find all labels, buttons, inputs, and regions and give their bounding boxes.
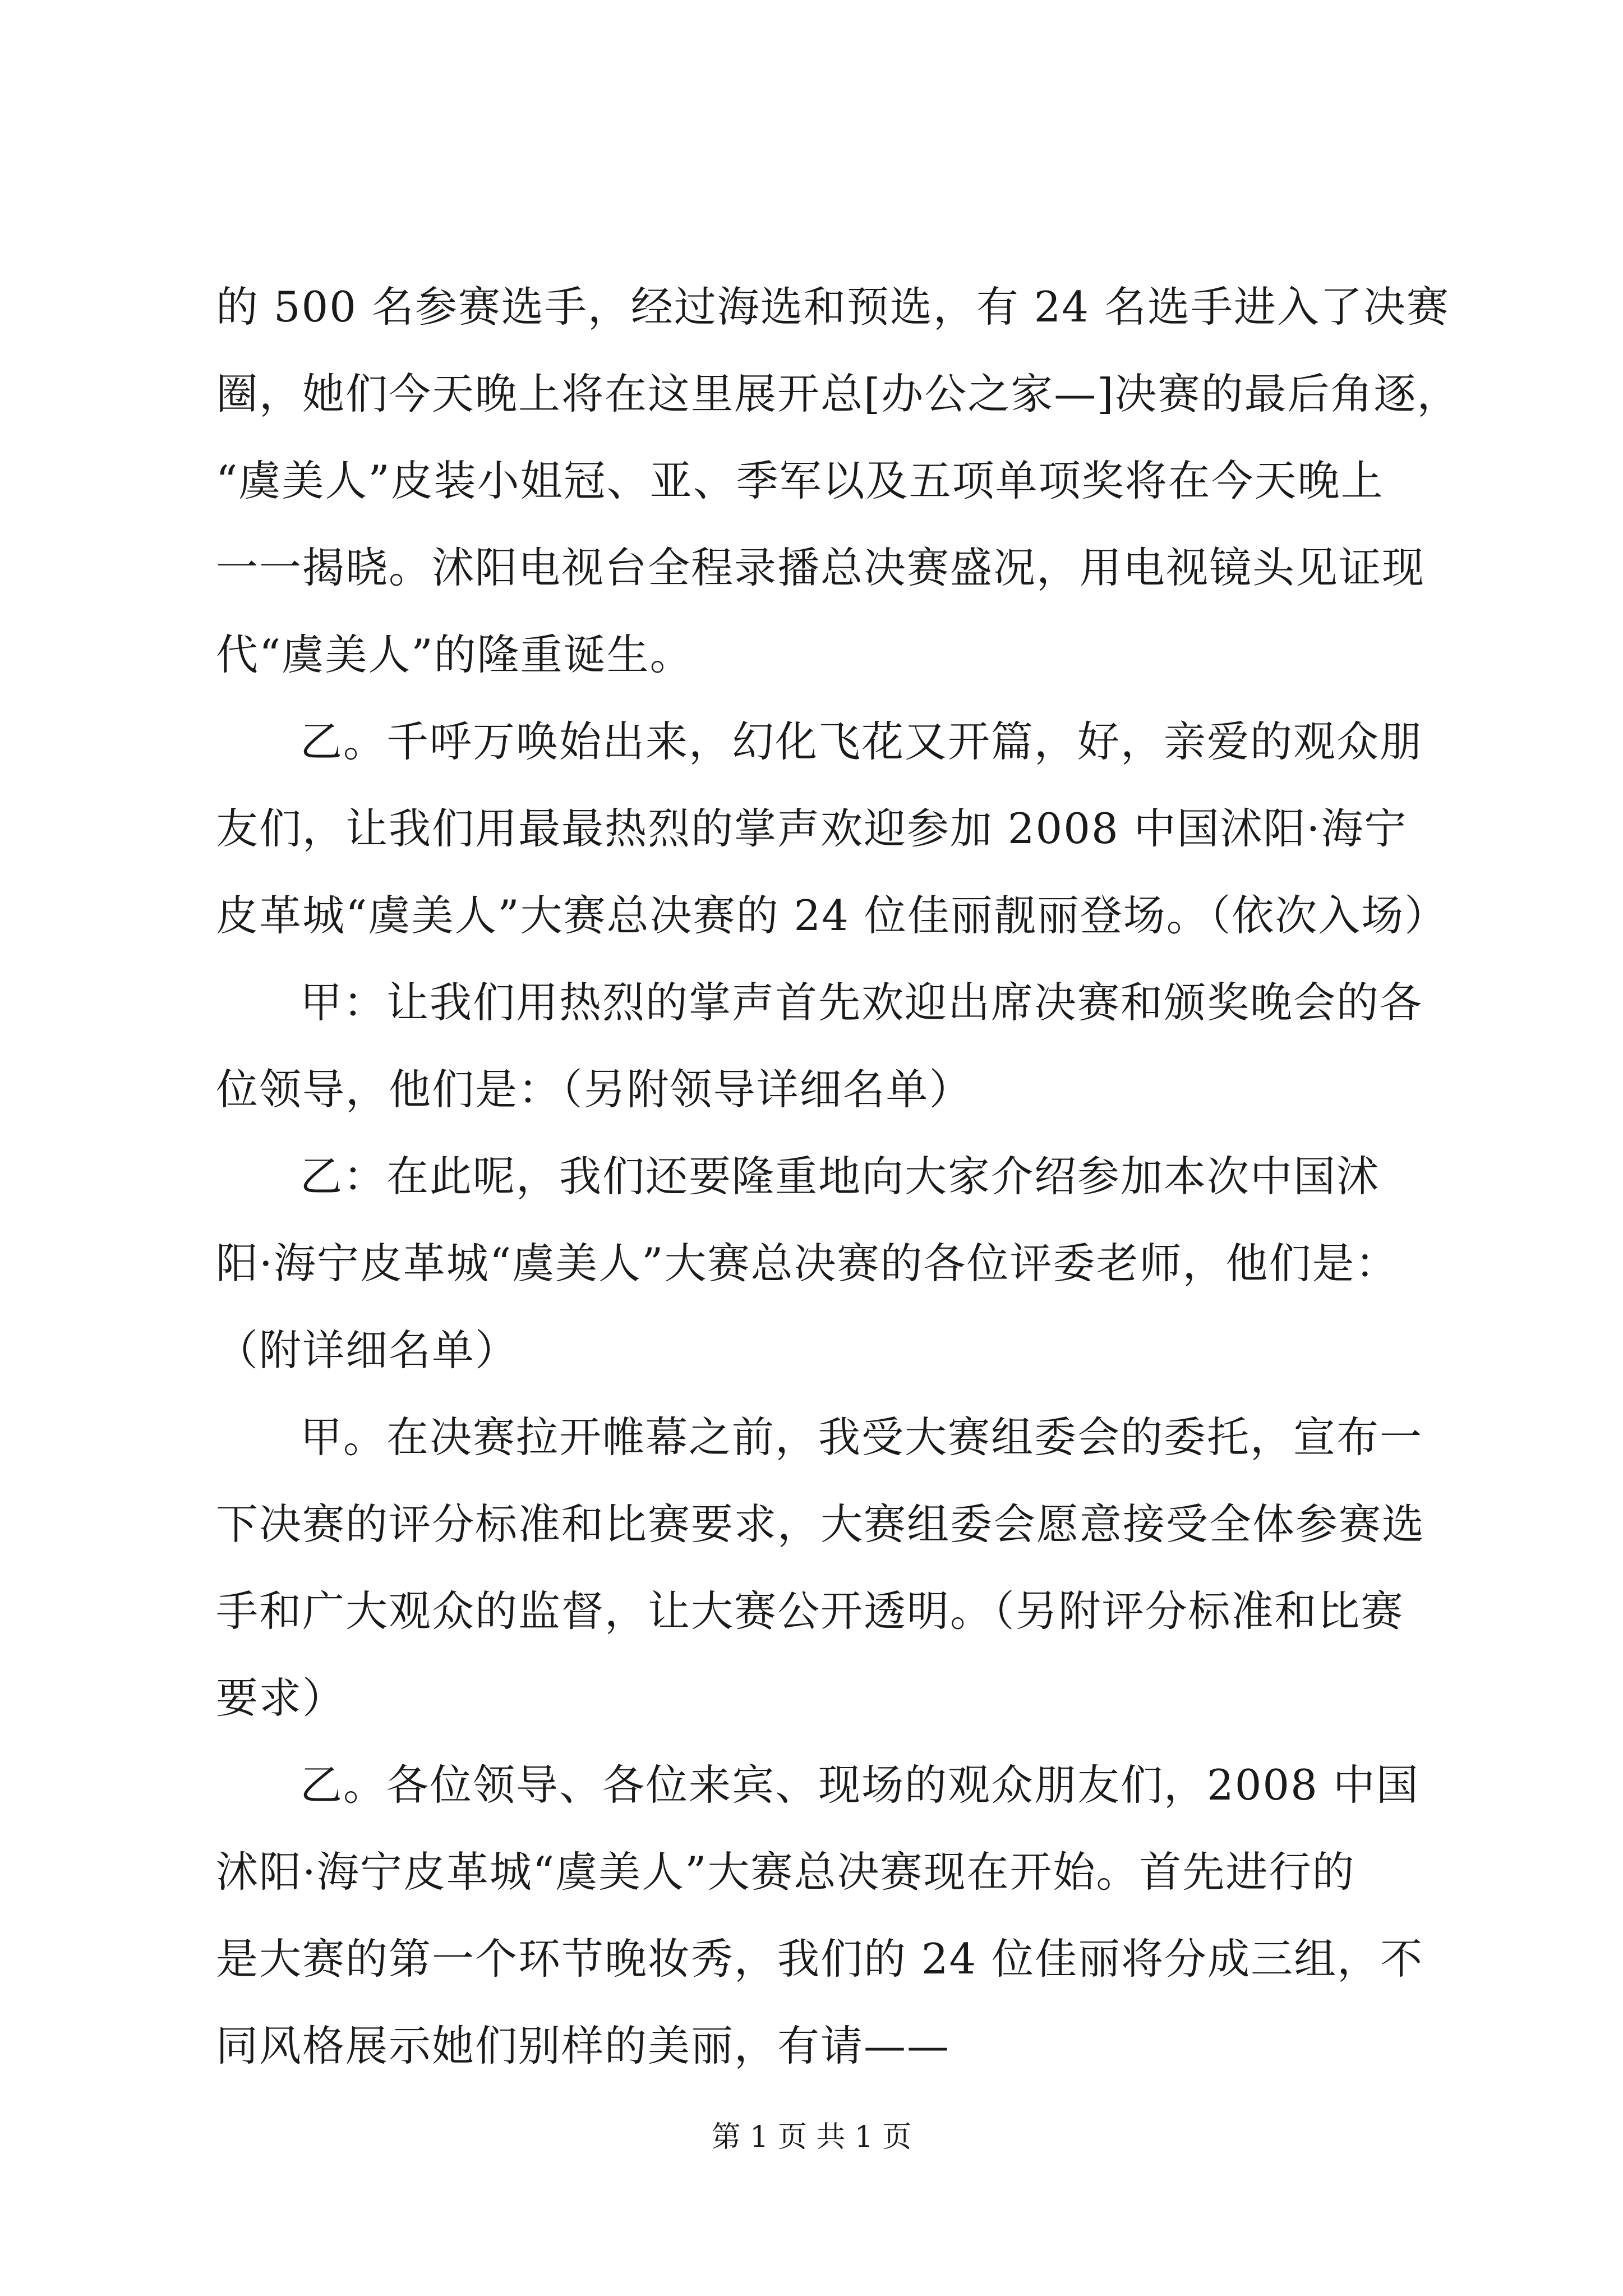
paragraph-first-line: 甲：让我们用热烈的掌声首先欢迎出席决赛和颁奖晚会的各 — [300, 978, 1423, 1027]
text-line: 同风格展示她们别样的美丽，有请—— — [216, 2021, 951, 2070]
text-line: 圈，她们今天晚上将在这里展开总[办公之家—]决赛的最后角逐， — [216, 369, 1460, 418]
text-line: 手和广大观众的监督，让大赛公开透明。（另附评分标准和比赛 — [216, 1586, 1404, 1636]
paragraph-first-line: 乙。千呼万唤始出来，幻化飞花又开篇，好，亲爱的观众朋 — [300, 717, 1423, 766]
text-line: “虞美人”皮装小姐冠、亚、季军以及五项单项奖将在今天晚上 — [216, 456, 1384, 505]
paragraph-first-line: 乙。各位领导、各位来宾、现场的观众朋友们，2008 中国 — [300, 1760, 1419, 1810]
text-line: 下决赛的评分标准和比赛要求，大赛组委会愿意接受全体参赛选 — [216, 1499, 1426, 1549]
document-body — [216, 264, 1460, 2090]
text-line: 的 500 名参赛选手，经过海选和预选，有 24 名选手进入了决赛 — [216, 282, 1450, 332]
paragraph-first-line: 甲。在决赛拉开帷幕之前，我受大赛组委会的委托，宣布一 — [300, 1412, 1423, 1462]
text-line: 要求） — [216, 1673, 346, 1723]
paragraph-first-line: 乙：在此呢，我们还要隆重地向大家介绍参加本次中国沭 — [300, 1152, 1380, 1201]
text-line: 一一揭晓。沭阳电视台全程录播总决赛盛况，用电视镜头见证现 — [216, 543, 1426, 592]
text-line: （附详细名单） — [216, 1326, 519, 1375]
text-line: 阳·海宁皮革城“虞美人”大赛总决赛的各位评委老师，他们是： — [216, 1239, 1399, 1288]
page-footer — [0, 2115, 1623, 2160]
page-number: 第 1 页 共 1 页 — [711, 2120, 912, 2154]
text-line: 皮革城“虞美人”大赛总决赛的 24 位佳丽靓丽登场。（依次入场） — [216, 891, 1448, 940]
text-line: 代“虞美人”的隆重诞生。 — [216, 630, 693, 679]
text-line: 位领导，他们是：（另附领导详细名单） — [216, 1065, 972, 1114]
text-line: 是大赛的第一个环节晚妆秀，我们的 24 位佳丽将分成三组，不 — [216, 1934, 1424, 1984]
text-line: 友们，让我们用最最热烈的掌声欢迎参加 2008 中国沭阳·海宁 — [216, 804, 1408, 853]
text-line: 沭阳·海宁皮革城“虞美人”大赛总决赛现在开始。首先进行的 — [216, 1847, 1355, 1897]
